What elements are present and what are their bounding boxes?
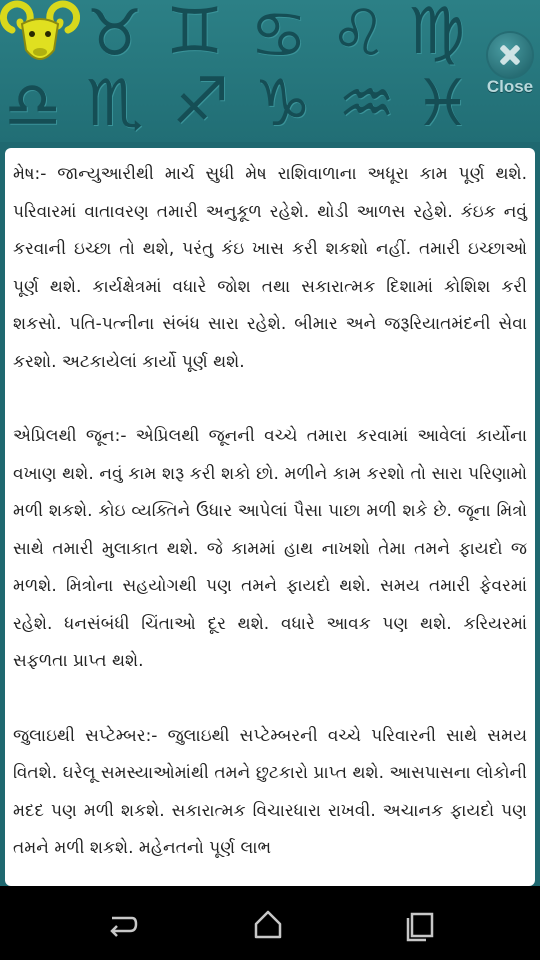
- close-icon[interactable]: [488, 33, 532, 77]
- gemini-icon: ♊: [166, 0, 224, 69]
- virgo-icon: ♍: [408, 0, 466, 69]
- capricorn-icon: ♑: [254, 67, 312, 141]
- libra-icon: ♎: [4, 69, 62, 142]
- recents-button[interactable]: [400, 904, 440, 944]
- pisces-icon: ♓: [414, 67, 472, 141]
- back-icon: [102, 904, 142, 944]
- recents-icon: [400, 904, 440, 944]
- horoscope-text: [5, 148, 535, 868]
- scorpio-icon: ♏: [86, 67, 144, 141]
- aquarius-icon: ♒: [338, 67, 396, 141]
- sagittarius-icon: ♐: [172, 65, 230, 139]
- aries-icon: [0, 0, 80, 72]
- taurus-icon: ♉: [86, 0, 144, 71]
- leo-icon: ♌: [330, 0, 388, 71]
- android-nav-bar: [0, 886, 540, 960]
- horoscope-content[interactable]: [5, 148, 535, 886]
- cancer-icon: ♋: [250, 0, 308, 73]
- zodiac-header: [0, 0, 540, 142]
- close-label[interactable]: Close: [486, 77, 534, 96]
- close-button[interactable]: [480, 33, 540, 101]
- home-button[interactable]: [248, 904, 288, 944]
- home-icon: [248, 904, 288, 944]
- back-button[interactable]: [102, 904, 142, 944]
- paragraph-apr-jun: એપ્રિલથી જૂન:- એપ્રિલથી જૂનની વચ્ચે તમારા કરવામાં આવેલાં કાર્યોના વખાણ થશે. નવું કામ શરૂ કરી શકો છો. મળીને કામ કરશો તો સારા પરિણામો મળી શકશે. કોઇ વ્યક્તિને ઉધાર આપેલાં પૈસા પાછા મળી શકે છે. જૂના મિત્રો સાથે તમારી મુલાકાત થશે. જે કામમાં હાથ નાખશો તેમા તમને ફાયદો જ મળશે. મિત્રોના સહયોગથી પણ તમને ફાયદો થશે. સમય તમારી ફેવરમાં રહેશે. ધનસંબંધી ચિંતાઓ દૂર થશે. વધારે આવક પણ થશે. કરિયરમાં સફળતા પ્રાપ્ત થશે.: [13, 426, 527, 671]
- paragraph-jul-sep: જુલાઇથી સપ્ટેમ્બર:- જુલાઇથી સપ્ટેમ્બરની વચ્ચે પરિવારની સાથે સમય વિતશે. ઘરેલૂ સમસ્યાઓમાંથી તમને છુટકારો પ્રાપ્ત થશે. આસપાસના લોકોની મદદ પણ મળી શકશે. સકારાત્મક વિચારધારા રાખવી. અચાનક ફાયદો પણ તમને મળી શકશે. મહેનતનો પૂર્ણ લાભ: [13, 725, 527, 858]
- paragraph-jan-mar: મેષ:- જાન્યુઆરીથી માર્ચ સુધી મેષ રાશિવાળાના અધૂરા કામ પૂર્ણ થશે. પરિવારમાં વાતાવરણ તમારી અનુકૂળ રહેશે. થોડી આળસ રહેશે. કંઇક નવું કરવાની ઇચ્છા તો થશે, પરંતુ કંઇ ખાસ કરી શકશો નહીં. તમારી ઇચ્છાઓ પૂર્ણ થશે. કાર્યક્ષેત્રમાં વધારે જોશ તથા સકારાત્મક દિશામાં કોશિશ કરી શકસો. પતિ-પત્નીના સંબંધ સારા રહેશે. બીમાર અને જરૂરિયાતમંદની સેવા કરશો. અટકાયેલાં કાર્યો પૂર્ણ થશે.: [13, 164, 527, 372]
